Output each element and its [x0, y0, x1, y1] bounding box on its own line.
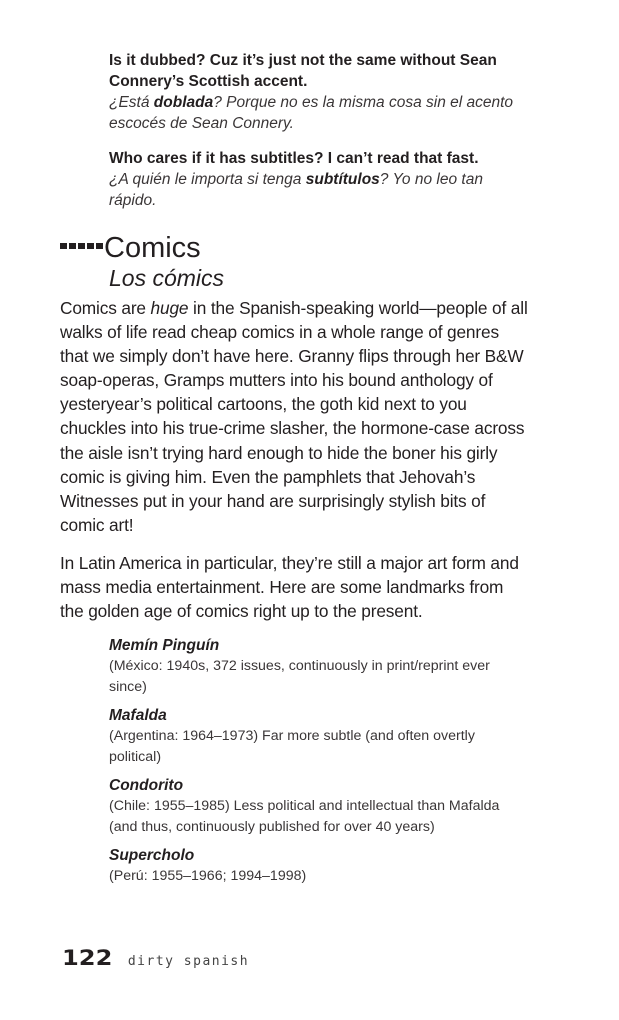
- keyword: doblada: [153, 94, 214, 111]
- page-footer: [62, 946, 249, 970]
- text: ¿Está: [109, 94, 154, 111]
- section-heading: [60, 232, 224, 292]
- text: ? I can’t read that fast.: [314, 150, 479, 167]
- text: Who cares if it has: [109, 150, 251, 167]
- text: Comics are: [60, 298, 151, 318]
- phrase-dubbed: [109, 50, 529, 134]
- text: ? Porque no es la misma cosa sin el acento escocés de Sean Connery.: [109, 94, 514, 132]
- comic-description: (México: 1940s, 372 issues, continuously in print/reprint ever since): [109, 658, 490, 695]
- keyword: subtítulos: [305, 171, 380, 188]
- phrase-spanish: [109, 92, 529, 134]
- keyword: subtitles: [250, 150, 314, 167]
- book-title: dirty spanish: [127, 954, 250, 969]
- body-paragraph: In Latin America in particular, they’re still a major art form and mass media entertainment. Here are some landmarks from the golden age of comics right up to the present.: [60, 553, 519, 622]
- comic-name: Memín Pinguín: [109, 637, 220, 654]
- comic-name: Condorito: [109, 777, 184, 794]
- list-item: [109, 846, 519, 887]
- body-paragraph: [60, 296, 530, 537]
- text: in the Spanish-speaking world—people of all walks of life read cheap comics in a whole range of genres that we simply don’t have here. Granny flips through her B&W soap-operas, Gramps mutters into his bound anthology of yesteryear’s political cartoons, the goth kid next to you chuckles into his true-crime slasher, the hormone-case across the aisle isn’t trying hard enough to hide the boner his girly comic is giving him. Even the pamphlets that Jehovah’s Witnesses put in your hand are surprisingly stylish bits of comic art!: [60, 298, 528, 535]
- phrase-english: [109, 148, 529, 169]
- text: Is it: [109, 52, 141, 69]
- emphasis: huge: [150, 298, 189, 318]
- text: ? Cuz it’s just not the same without Sean Connery’s Scottish accent.: [109, 52, 497, 90]
- phrase-english: [109, 50, 529, 92]
- list-item: [109, 706, 519, 767]
- comic-description: (Perú: 1955–1966; 1994–1998): [109, 868, 307, 884]
- list-item: [109, 776, 519, 837]
- page-number: 122: [62, 946, 113, 970]
- comic-description: (Argentina: 1964–1973) Far more subtle (and often overtly political): [109, 728, 475, 765]
- section-title: Comics: [104, 232, 201, 264]
- comic-name: Supercholo: [109, 847, 195, 864]
- dotted-leader-icon: [60, 243, 103, 249]
- text: ? Yo no leo tan rápido.: [109, 171, 483, 209]
- text: ¿A quién le importa si tenga: [109, 171, 306, 188]
- comic-name: Mafalda: [109, 707, 167, 724]
- section-subtitle: Los cómics: [109, 265, 225, 291]
- phrase-spanish: [109, 169, 529, 211]
- keyword: dubbed: [140, 52, 196, 69]
- comics-list: [109, 636, 519, 896]
- phrase-subtitles: [109, 148, 529, 211]
- comic-description: (Chile: 1955–1985) Less political and intellectual than Mafalda (and thus, continuously published for over 40 years): [109, 798, 500, 835]
- list-item: [109, 636, 519, 697]
